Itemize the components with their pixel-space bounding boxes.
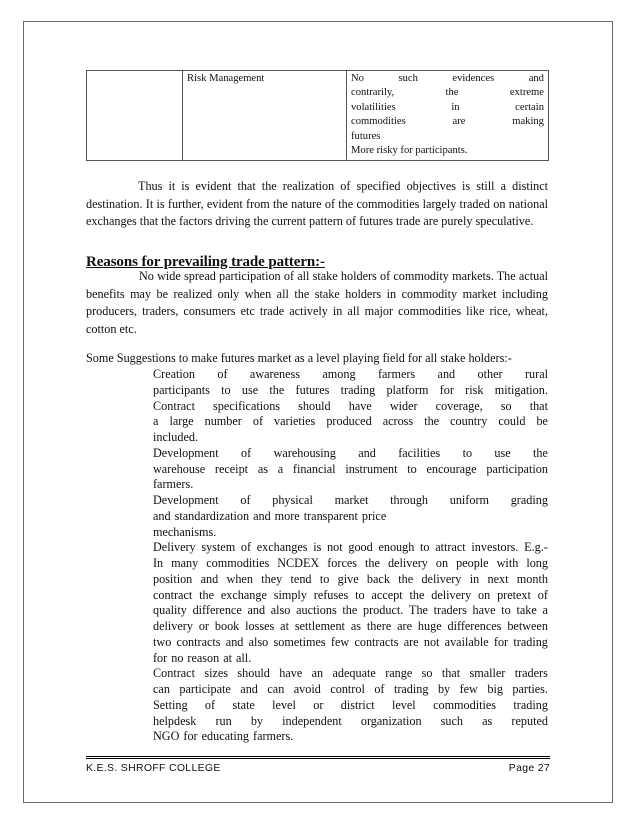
table-cell-word: the xyxy=(445,87,459,99)
suggestion-word: of xyxy=(204,697,216,712)
suggestion-line xyxy=(153,651,548,667)
suggestion-word: have xyxy=(472,603,496,618)
suggestion-word: to xyxy=(407,461,417,476)
suggestion-word: to xyxy=(355,587,365,602)
suggestion-word: such xyxy=(440,713,464,728)
suggestion-word: Contract xyxy=(153,666,195,681)
suggestion-line xyxy=(153,556,548,572)
table-row xyxy=(87,71,549,161)
suggestion-line xyxy=(153,666,548,682)
suggestion-word: instrument xyxy=(345,461,398,476)
suggestion-word: wider xyxy=(389,398,418,413)
suggestion-word: E.g.- xyxy=(524,540,548,555)
suggestion-word: to xyxy=(462,445,473,460)
suggestion-line xyxy=(153,698,548,714)
suggestion-word: smaller xyxy=(469,666,506,681)
suggestion-word: people xyxy=(456,556,489,570)
suggestion-word: there xyxy=(366,619,392,633)
suggestion-word: control xyxy=(330,682,365,696)
table-cell-line xyxy=(351,101,544,115)
suggestion-line xyxy=(153,572,548,588)
suggestion-line xyxy=(153,446,548,462)
suggestion-word: take xyxy=(516,603,537,618)
suggestion-word: independent xyxy=(282,713,342,728)
suggestion-word: warehousing xyxy=(273,445,336,460)
suggestion-word: tend xyxy=(290,571,312,586)
suggestion-word: to xyxy=(501,603,511,618)
suggestion-word: book xyxy=(214,619,240,633)
suggestion-word: standardization xyxy=(174,508,250,523)
suggestion-word: coverage, xyxy=(435,398,483,413)
suggestion-word: other xyxy=(477,367,503,381)
table-cell-label: Risk Management xyxy=(183,71,347,161)
suggestion-word: Creation xyxy=(153,367,195,381)
suggestion-word: of xyxy=(374,682,385,696)
suggestion-line xyxy=(153,682,548,698)
suggestion-line xyxy=(153,729,548,745)
suggestion-word: farmers. xyxy=(153,477,194,492)
suggestion-word: on xyxy=(435,556,449,570)
suggestion-word: helpdesk xyxy=(153,713,197,728)
suggestion-word: or xyxy=(313,697,324,712)
suggestion-word: settlement xyxy=(294,619,345,633)
suggestion-word: huge xyxy=(417,619,442,633)
suggestion-word: trading xyxy=(393,682,429,696)
suggestion-word: futures xyxy=(295,382,330,397)
suggestion-word: for xyxy=(439,382,454,397)
suggestion-word: to xyxy=(319,571,330,586)
suggestion-word: use xyxy=(494,445,511,460)
suggestion-word: included. xyxy=(153,430,199,444)
suggestion-word: pretext xyxy=(497,587,531,602)
suggestion-word: the xyxy=(398,571,414,586)
table-cell-word: No xyxy=(351,73,364,84)
table-cell-word: contrarily, xyxy=(351,87,395,99)
suggestion-word: sometimes xyxy=(273,634,326,649)
suggestion-word: between xyxy=(507,619,548,633)
suggestion-word: among xyxy=(322,367,356,381)
suggestion-word: and xyxy=(247,603,266,618)
table-cell-word: and xyxy=(528,73,544,84)
table-cell-word: such xyxy=(398,73,418,84)
footer-college-name: K.E.S. SHROFF COLLEGE xyxy=(86,762,221,774)
suggestion-word: reputed xyxy=(511,713,548,728)
suggestion-line xyxy=(153,477,548,493)
suggestion-word: trading xyxy=(340,382,376,397)
suggestion-word: system xyxy=(201,540,236,555)
table-cell-empty xyxy=(87,71,183,161)
suggestion-word: country xyxy=(450,414,488,429)
suggestion-word: refuses xyxy=(313,587,349,602)
suggestion-line xyxy=(153,430,548,446)
footer xyxy=(86,762,550,774)
table-cell-description xyxy=(347,71,549,161)
table-cell-word: evidences xyxy=(452,73,495,84)
suggestion-word: sizes xyxy=(204,666,229,681)
suggestion-word: product. xyxy=(363,603,404,618)
suggestion-word: also xyxy=(270,603,291,618)
suggestion-word: all. xyxy=(236,650,252,665)
table-cell-line xyxy=(351,115,544,129)
suggestion-word: many xyxy=(171,556,199,570)
suggestion-word: are xyxy=(397,619,413,633)
suggestion-word: have xyxy=(348,398,372,413)
suggestion-word: should xyxy=(237,666,270,681)
suggestion-word: differences xyxy=(447,619,502,633)
suggestion-word: facilities xyxy=(398,445,441,460)
suggestion-word: good xyxy=(348,540,373,555)
suggestion-word: large xyxy=(169,414,194,429)
suggestion-word: no xyxy=(171,650,184,665)
suggestion-word: grading xyxy=(510,493,548,507)
suggestion-word: with xyxy=(496,556,519,570)
suggestion-word: platform xyxy=(386,382,429,397)
suggestion-word: transparent xyxy=(303,508,358,523)
suggestion-word: rural xyxy=(524,367,548,381)
table-cell-word: futures xyxy=(351,130,381,142)
suggestion-word: the xyxy=(533,445,548,460)
suggestion-word: have xyxy=(279,666,303,681)
suggestion-word: across xyxy=(382,414,414,429)
footer-rule xyxy=(86,756,550,757)
suggestion-word: investors. xyxy=(471,540,519,555)
suggestion-word: receipt xyxy=(214,461,249,476)
suggestion-word: price xyxy=(361,508,387,523)
suggestion-word: market xyxy=(334,493,369,507)
suggestion-line xyxy=(153,367,548,383)
suggestion-word: is xyxy=(313,540,322,555)
footer-page-number: Page 27 xyxy=(508,762,550,774)
suggestion-word: Development xyxy=(153,493,219,507)
suggestion-word: reason xyxy=(187,650,220,665)
suggestion-word: run xyxy=(215,713,232,728)
suggestion-word: traders xyxy=(514,666,548,681)
suggestion-line xyxy=(153,462,548,478)
suggestion-word: the xyxy=(199,587,214,602)
suggestion-word: and xyxy=(200,571,219,586)
suggestion-word: so xyxy=(500,398,512,413)
suggestion-word: not xyxy=(327,540,343,555)
suggestions-list xyxy=(153,367,548,745)
suggestion-word: uniform xyxy=(449,493,489,507)
suggestion-word: on xyxy=(478,587,491,602)
suggestion-word: of xyxy=(537,587,548,602)
suggestion-word: can xyxy=(267,682,285,696)
paragraph-conclusion: Thus it is evident that the realization of specified objectives is still a distinct destination. It is further, evident from the nature of the commodities largely traded on national exchanges that the factors driving the current pattern of futures trade are purely speculative. xyxy=(86,179,548,229)
suggestion-word: contracts xyxy=(176,634,221,649)
table-cell-line xyxy=(351,86,544,100)
suggestion-word: encourage xyxy=(426,461,477,476)
suggestion-word: month xyxy=(516,571,548,586)
suggestion-word: contract xyxy=(153,587,193,602)
suggestion-word: at xyxy=(223,650,233,665)
suggestion-word: participation xyxy=(486,461,548,476)
suggestion-word: delivery xyxy=(387,556,428,570)
suggestion-word: at xyxy=(280,619,289,633)
suggestion-word: In xyxy=(153,556,164,570)
suggestion-word: and xyxy=(437,367,456,381)
suggestion-word: difference xyxy=(192,603,242,618)
footer-rule xyxy=(86,758,550,759)
suggestion-word: participants xyxy=(153,382,210,397)
suggestion-word: mitigation. xyxy=(494,382,548,397)
suggestion-word: a xyxy=(277,461,284,476)
suggestion-word: Delivery xyxy=(153,540,196,555)
table-cell-word: volatilities xyxy=(351,101,396,113)
suggestion-line xyxy=(153,509,548,525)
table-cell-word: More risky for participants. xyxy=(351,145,468,157)
suggestion-word: next xyxy=(487,571,509,586)
suggestion-word: varieties xyxy=(274,414,316,429)
suggestion-word: should xyxy=(298,398,331,413)
suggestion-word: number xyxy=(204,414,242,429)
suggestion-word: forces xyxy=(327,556,358,570)
suggestion-word: position xyxy=(153,571,193,586)
suggestion-word: Contract xyxy=(153,398,195,413)
suggestion-word: for xyxy=(153,650,168,665)
suggestion-word: or xyxy=(198,619,209,633)
suggestion-line xyxy=(153,619,548,635)
paragraph-reasons: No wide spread participation of all stake holders of commodity markets. The actual benefits may be realized only when all the stake holders in commodity market including producers, traders, consumers etc trade actively in all major commodities like rice, wheat, cotton etc. xyxy=(86,269,548,336)
suggestion-word: of xyxy=(240,493,251,507)
suggestion-word: and xyxy=(240,682,258,696)
suggestion-word: financial xyxy=(292,461,336,476)
suggestion-word: that xyxy=(441,666,461,681)
suggestion-word: for xyxy=(183,729,198,744)
suggestion-word: commodities xyxy=(206,556,270,570)
suggestion-word: awareness xyxy=(249,367,300,381)
suggestion-line xyxy=(153,525,548,541)
suggestion-line xyxy=(153,540,548,556)
suggestion-word: the xyxy=(424,414,440,429)
suggestion-word: more xyxy=(274,508,300,523)
suggestion-line xyxy=(153,588,548,604)
suggestion-word: trading xyxy=(513,634,548,649)
suggestion-word: few xyxy=(330,634,350,649)
suggestion-word: risk xyxy=(465,382,484,397)
suggestion-word: delivery xyxy=(153,619,193,633)
suggestion-line xyxy=(153,383,548,399)
suggestion-word: exchange xyxy=(220,587,267,602)
suggestion-word: quality xyxy=(153,603,187,618)
suggestion-word: level xyxy=(392,697,416,712)
suggestion-word: the xyxy=(342,603,358,618)
suggestions-intro: Some Suggestions to make futures market as a level playing field for all stake holders:- xyxy=(86,351,512,365)
suggestion-word: are xyxy=(403,634,419,649)
suggestion-word: attract xyxy=(435,540,466,555)
suggestion-word: simply xyxy=(273,587,307,602)
suggestion-word: of xyxy=(240,540,252,555)
suggestion-line xyxy=(153,399,548,415)
suggestion-word: and xyxy=(153,508,171,523)
suggestion-word: NCDEX xyxy=(277,556,320,570)
suggestion-word: level xyxy=(272,697,296,712)
suggestion-word: an xyxy=(311,666,324,681)
suggestion-word: traders xyxy=(433,603,467,618)
table-cell-word: are xyxy=(452,116,466,128)
suggestion-word: accept xyxy=(371,587,403,602)
suggestion-word: as xyxy=(482,713,493,728)
suggestion-line xyxy=(153,414,548,430)
suggestion-line xyxy=(153,635,548,651)
suggestion-word: and xyxy=(225,634,244,649)
suggestion-word: for xyxy=(493,634,509,649)
suggestion-word: physical xyxy=(272,493,313,507)
suggestion-word: of xyxy=(241,445,252,460)
suggestion-word: by xyxy=(437,682,451,696)
suggestion-word: the xyxy=(269,382,285,397)
table-cell-line xyxy=(351,144,544,158)
suggestion-word: give xyxy=(337,571,359,586)
suggestion-word: long xyxy=(526,556,548,570)
suggestion-word: of xyxy=(252,414,263,429)
suggestion-word: that xyxy=(529,398,548,413)
suggestion-word: specifications xyxy=(213,398,281,413)
suggestion-word: not xyxy=(423,634,440,649)
suggestion-word: organization xyxy=(360,713,422,728)
suggestion-word: big xyxy=(487,682,503,696)
risk-table xyxy=(86,70,549,161)
table-cell-word: in xyxy=(451,101,460,113)
suggestion-word: enough xyxy=(378,540,415,555)
suggestion-line xyxy=(153,493,548,509)
suggestion-word: and xyxy=(358,445,376,460)
table-cell-word: extreme xyxy=(509,87,544,99)
suggestion-word: in xyxy=(469,571,480,586)
suggestion-word: auctions xyxy=(296,603,337,618)
suggestion-word: trading xyxy=(513,697,548,712)
suggestion-word: a xyxy=(153,414,159,429)
suggestion-word: contracts xyxy=(354,634,399,649)
suggestion-word: to xyxy=(420,540,430,555)
suggestion-word: The xyxy=(409,603,428,618)
table-cell-line xyxy=(351,72,544,86)
suggestion-line xyxy=(153,603,548,619)
suggestion-word: produced xyxy=(326,414,372,429)
suggestion-word: exchanges xyxy=(256,540,308,555)
suggestion-word: could xyxy=(498,414,526,429)
suggestion-word: so xyxy=(421,666,433,681)
suggestion-word: mechanisms. xyxy=(153,524,217,539)
suggestion-word: a xyxy=(542,603,548,618)
section-heading: Reasons for prevailing trade pattern:- xyxy=(86,254,325,270)
suggestion-word: by xyxy=(250,713,264,728)
suggestion-word: warehouse xyxy=(153,461,206,476)
suggestion-word: of xyxy=(217,367,228,381)
suggestion-word: back xyxy=(366,571,390,586)
suggestion-line xyxy=(153,714,548,730)
suggestion-word: the xyxy=(409,587,425,602)
suggestion-word: can xyxy=(153,682,170,696)
suggestion-word: delivery xyxy=(421,571,462,586)
suggestion-word: NGO xyxy=(153,729,180,744)
suggestion-word: as xyxy=(350,619,361,633)
table-cell-word: certain xyxy=(515,101,544,113)
suggestion-word: few xyxy=(459,682,478,696)
suggestion-word: to xyxy=(221,382,231,397)
suggestion-word: participate xyxy=(179,682,231,696)
suggestion-word: Development xyxy=(153,445,219,460)
suggestion-word: also xyxy=(248,634,269,649)
suggestion-word: district xyxy=(340,697,375,712)
suggestion-word: the xyxy=(365,556,380,570)
suggestion-word: avoid xyxy=(293,682,321,696)
suggestion-word: farmers. xyxy=(253,729,294,744)
suggestion-word: be xyxy=(536,414,548,429)
suggestion-word: when xyxy=(226,571,253,586)
suggestion-word: range xyxy=(385,666,413,681)
suggestion-word: parties. xyxy=(512,682,548,696)
suggestion-word: educating xyxy=(201,729,250,744)
suggestion-word: delivery xyxy=(431,587,472,602)
suggestion-word: use xyxy=(241,382,259,397)
table-cell-word: commodities xyxy=(351,116,406,128)
suggestion-word: adequate xyxy=(332,666,376,681)
suggestion-word: they xyxy=(261,571,283,586)
suggestion-word: through xyxy=(390,493,429,507)
suggestion-word: available xyxy=(444,634,489,649)
suggestion-word: commodities xyxy=(433,697,497,712)
suggestion-word: two xyxy=(153,634,172,649)
suggestion-word: as xyxy=(257,461,268,476)
table-cell-word: making xyxy=(512,116,544,128)
suggestion-word: Setting xyxy=(153,697,188,712)
suggestion-word: and xyxy=(253,508,271,523)
suggestion-word: farmers xyxy=(377,367,416,381)
suggestion-word: losses xyxy=(245,619,275,633)
suggestion-word: state xyxy=(232,697,255,712)
table-cell-line xyxy=(351,130,544,144)
